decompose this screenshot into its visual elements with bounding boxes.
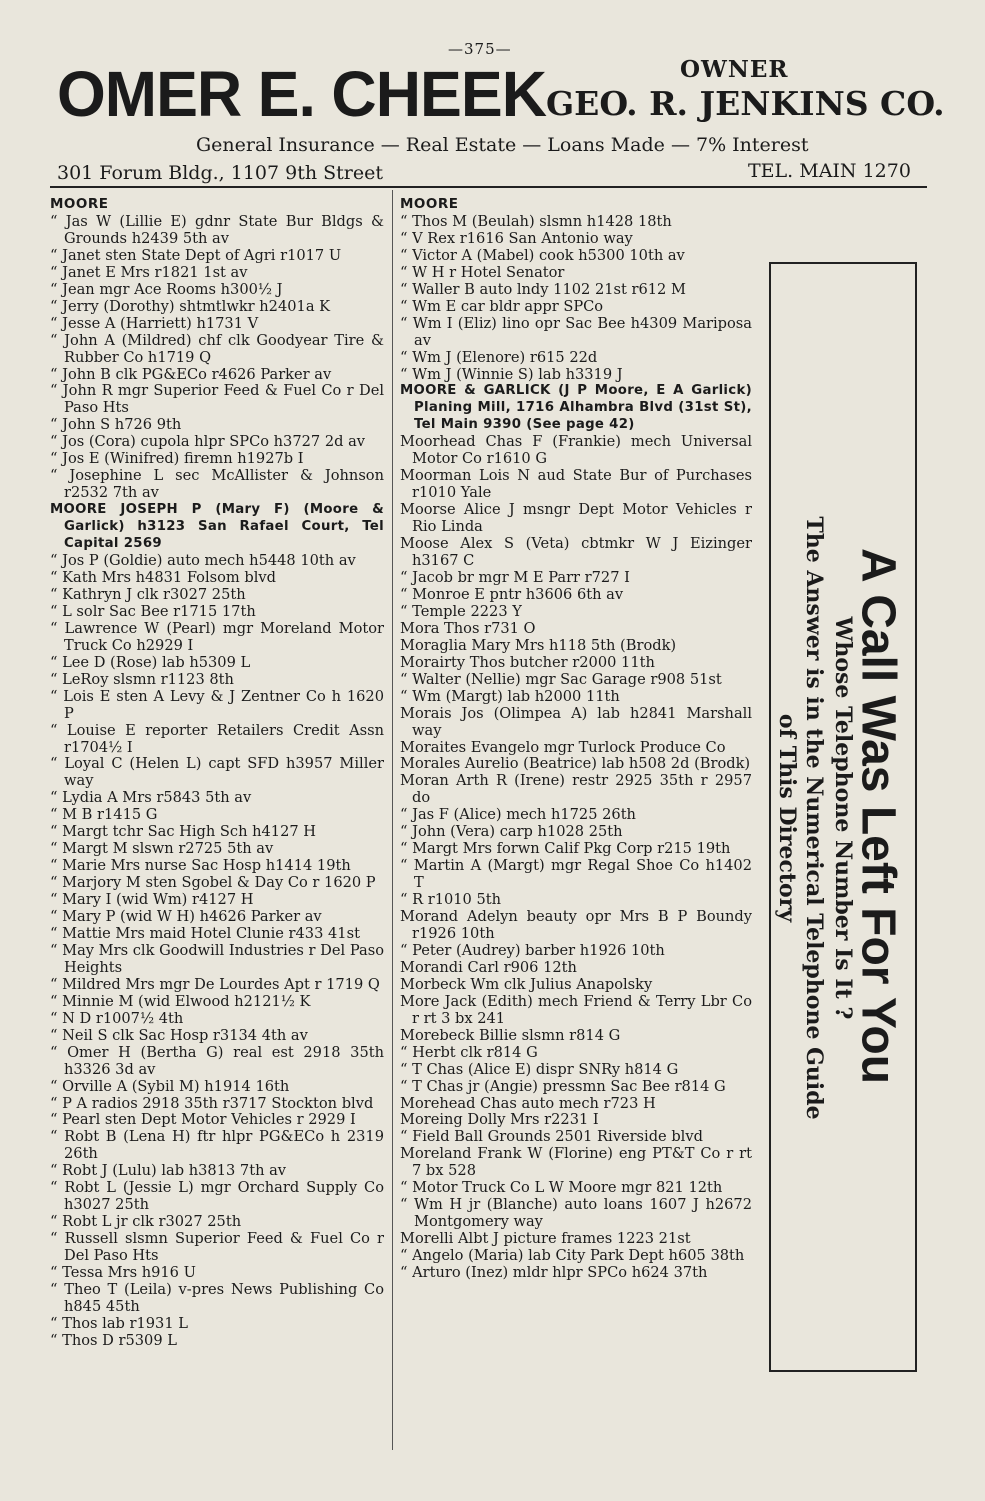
directory-entry: Morales Aurelio (Beatrice) lab h508 2d (Brodk) bbox=[400, 755, 751, 773]
directory-entry: “ Thos lab r1931 L bbox=[50, 1314, 188, 1332]
entry-list bbox=[50, 214, 384, 502]
entry-list bbox=[400, 434, 752, 1282]
directory-entry: “ Wm J (Elenore) r615 22d bbox=[400, 348, 598, 366]
directory-entry: “ Thos M (Beulah) slsmn h1428 18th bbox=[400, 212, 672, 230]
directory-entry: “ Arturo (Inez) mldr hlpr SPCo h624 37th bbox=[400, 1264, 708, 1282]
directory-entry: Morandi Carl r906 12th bbox=[400, 958, 577, 976]
directory-entry: Moraites Evangelo mgr Turlock Produce Co bbox=[400, 738, 726, 756]
directory-entry: Moreing Dolly Mrs r2231 I bbox=[400, 1111, 599, 1129]
directory-entry: Moorhead Chas F (Frankie) mech Universal Motor Co r1610 G bbox=[400, 433, 752, 468]
directory-entry: “ John B clk PG&ECo r4626 Parker av bbox=[50, 365, 332, 383]
directory-entry: “ Wm I (Eliz) lino opr Sac Bee h4309 Mariposa av bbox=[400, 314, 752, 349]
directory-entry: “ Jas W (Lillie E) gdnr State Bur Bldgs & Grounds h2439 5th av bbox=[50, 212, 384, 247]
directory-entry: Morebeck Billie slsmn r814 G bbox=[400, 1026, 621, 1044]
directory-entry: “ May Mrs clk Goodwill Industries r Del Paso Heights bbox=[50, 941, 384, 976]
directory-entry: “ Wm J (Winnie S) lab h3319 J bbox=[400, 365, 623, 383]
page-number: —375— bbox=[448, 40, 512, 58]
brand-name: OMER E. CHEEK bbox=[57, 58, 547, 130]
directory-entry: Morairty Thos butcher r2000 11th bbox=[400, 653, 655, 671]
directory-entry: “ Angelo (Maria) lab City Park Dept h605 38th bbox=[400, 1247, 745, 1265]
address: 301 Forum Bldg., 1107 9th Street bbox=[57, 162, 383, 184]
directory-entry: “ John R mgr Superior Feed & Fuel Co r Del Paso Hts bbox=[50, 382, 384, 417]
directory-entry: “ Neil S clk Sac Hosp r3134 4th av bbox=[50, 1026, 308, 1044]
directory-entry: Mora Thos r731 O bbox=[400, 619, 536, 637]
directory-entry: “ Herbt clk r814 G bbox=[400, 1043, 538, 1061]
directory-entry: “ Monroe E pntr h3606 6th av bbox=[400, 585, 624, 603]
directory-entry: Moorman Lois N aud State Bur of Purchases r1010 Yale bbox=[400, 467, 752, 502]
directory-entry: “ Wm (Margt) lab h2000 11th bbox=[400, 687, 620, 705]
directory-entry: “ Mattie Mrs maid Hotel Clunie r433 41st bbox=[50, 924, 360, 942]
directory-entry: “ Lydia A Mrs r5843 5th av bbox=[50, 789, 252, 807]
directory-entry: “ Theo T (Leila) v-pres News Publishing Co h845 45th bbox=[50, 1281, 384, 1315]
directory-entry: Moran Arth R (Irene) restr 2925 35th r 2957 do bbox=[400, 772, 752, 807]
directory-entry: “ Marie Mrs nurse Sac Hosp h1414 19th bbox=[50, 857, 351, 875]
directory-entry: “ Jos P (Goldie) auto mech h5448 10th av bbox=[50, 552, 356, 570]
ad-headline: A Call Was Left For You bbox=[851, 547, 905, 1085]
directory-entry: “ Lawrence W (Pearl) mgr Moreland Motor Truck Co h2929 I bbox=[50, 619, 384, 654]
directory-entry: More Jack (Edith) mech Friend & Terry Lbr Co r rt 3 bx 241 bbox=[400, 992, 752, 1027]
left-column bbox=[50, 196, 384, 1350]
directory-entry: “ Kath Mrs h4831 Folsom blvd bbox=[50, 568, 276, 586]
entry-list bbox=[50, 553, 384, 1350]
ad-line-3: of This Directory bbox=[774, 713, 800, 923]
directory-entry: “ Jean mgr Ace Rooms h300½ J bbox=[50, 280, 283, 298]
directory-entry: “ Robt B (Lena H) ftr hlpr PG&ECo h 2319 26th bbox=[50, 1128, 384, 1163]
directory-entry: Morand Adelyn beauty opr Mrs B P Boundy r1926 10th bbox=[400, 908, 752, 942]
directory-entry: Morehead Chas auto mech r723 H bbox=[400, 1094, 656, 1112]
directory-entry: “ Louise E reporter Retailers Credit Assn r1704½ I bbox=[50, 721, 384, 756]
directory-entry: “ Margt M slswn r2725 5th av bbox=[50, 840, 274, 858]
directory-entry: “ M B r1415 G bbox=[50, 806, 158, 824]
directory-entry: “ Janet sten State Dept of Agri r1017 U bbox=[50, 246, 342, 264]
column-heading: MOORE bbox=[400, 196, 459, 212]
directory-entry: Morelli Albt J picture frames 1223 21st bbox=[400, 1230, 691, 1248]
column-heading: MOORE bbox=[50, 196, 109, 212]
directory-entry: “ T Chas (Alice E) dispr SNRy h814 G bbox=[400, 1060, 679, 1078]
directory-entry: “ Waller B auto lndy 1102 21st r612 M bbox=[400, 280, 686, 298]
directory-entry: “ Marjory M sten Sgobel & Day Co r 1620 P bbox=[50, 874, 376, 892]
ad-line-2: The Answer is in the Numerical Telephone Guide bbox=[801, 516, 827, 1120]
directory-entry: “ Kathryn J clk r3027 25th bbox=[50, 585, 246, 603]
directory-entry: “ N D r1007½ 4th bbox=[50, 1009, 184, 1027]
directory-entry: “ Russell slsmn Superior Feed & Fuel Co r Del Paso Hts bbox=[50, 1230, 384, 1265]
ad-line-1: Whose Telephone Number Is It ? bbox=[830, 616, 856, 1020]
directory-entry: “ Loyal C (Helen L) capt SFD h3957 Miller way bbox=[50, 755, 384, 790]
directory-entry: “ T Chas jr (Angie) pressmn Sac Bee r814 G bbox=[400, 1077, 726, 1095]
directory-entry: “ Wm H jr (Blanche) auto loans 1607 J h2672 Montgomery way bbox=[400, 1196, 752, 1231]
directory-entry: “ Tessa Mrs h916 U bbox=[50, 1264, 196, 1282]
directory-entry: “ John A (Mildred) chf clk Goodyear Tire & Rubber Co h1719 Q bbox=[50, 331, 384, 366]
directory-entry: Moreland Frank W (Florine) eng PT&T Co r rt 7 bx 528 bbox=[400, 1145, 752, 1180]
directory-entry: “ Robt J (Lulu) lab h3813 7th av bbox=[50, 1162, 287, 1180]
directory-entry: “ Walter (Nellie) mgr Sac Garage r908 51st bbox=[400, 670, 722, 688]
header-rule bbox=[50, 186, 927, 188]
directory-entry: “ Mary I (wid Wm) r4127 H bbox=[50, 891, 254, 909]
directory-entry: “ Mildred Mrs mgr De Lourdes Apt r 1719 Q bbox=[50, 975, 380, 993]
directory-entry: “ Jos (Cora) cupola hlpr SPCo h3727 2d av bbox=[50, 433, 366, 451]
directory-entry: “ Jacob br mgr M E Parr r727 I bbox=[400, 568, 630, 586]
directory-entry: “ V Rex r1616 San Antonio way bbox=[400, 229, 633, 247]
directory-entry: “ John S h726 9th bbox=[50, 416, 182, 434]
directory-entry: “ Pearl sten Dept Motor Vehicles r 2929 I bbox=[50, 1111, 356, 1129]
directory-entry: “ Jas F (Alice) mech h1725 26th bbox=[400, 806, 636, 824]
directory-entry: “ Omer H (Bertha G) real est 2918 35th h3326 3d av bbox=[50, 1043, 384, 1078]
directory-entry: “ Thos D r5309 L bbox=[50, 1331, 177, 1349]
directory-entry: “ Janet E Mrs r1821 1st av bbox=[50, 263, 248, 281]
directory-entry: Moraglia Mary Mrs h118 5th (Brodk) bbox=[400, 636, 677, 654]
firm-entry: MOORE & GARLICK (J P Moore, E A Garlick) Planing Mill, 1716 Alhambra Blvd (31st St), Tel Main 9390 (See page 42) bbox=[400, 383, 752, 433]
directory-entry: “ Lois E sten A Levy & J Zentner Co h 1620 P bbox=[50, 687, 384, 722]
directory-entry: “ Minnie M (wid Elwood h2121½ K bbox=[50, 992, 311, 1010]
directory-entry: “ Lee D (Rose) lab h5309 L bbox=[50, 653, 251, 671]
directory-entry: “ LeRoy slsmn r1123 8th bbox=[50, 670, 234, 688]
directory-entry: “ R r1010 5th bbox=[400, 891, 502, 909]
directory-entry: “ Martin A (Margt) mgr Regal Shoe Co h1402 T bbox=[400, 857, 752, 892]
directory-entry: Morais Jos (Olimpea A) lab h2841 Marshall way bbox=[400, 704, 752, 739]
directory-entry: “ Robt L jr clk r3027 25th bbox=[50, 1213, 242, 1231]
directory-entry: “ Field Ball Grounds 2501 Riverside blvd bbox=[400, 1128, 703, 1146]
directory-entry: “ John (Vera) carp h1028 25th bbox=[400, 823, 623, 841]
tagline: General Insurance — Real Estate — Loans Made — 7% Interest bbox=[196, 134, 809, 156]
column-divider bbox=[392, 190, 393, 1450]
phone: TEL. MAIN 1270 bbox=[748, 160, 911, 182]
directory-entry: “ Wm E car bldr appr SPCo bbox=[400, 297, 604, 315]
directory-entry: “ Jos E (Winifred) firemn h1927b I bbox=[50, 450, 304, 468]
directory-entry: “ Motor Truck Co L W Moore mgr 821 12th bbox=[400, 1179, 723, 1197]
directory-entry: “ Jerry (Dorothy) shtmtlwkr h2401a K bbox=[50, 297, 331, 315]
entry-list bbox=[400, 214, 752, 384]
owner-company: GEO. R. JENKINS CO. bbox=[546, 84, 945, 123]
directory-entry: “ W H r Hotel Senator bbox=[400, 263, 565, 281]
directory-entry: “ Margt Mrs forwn Calif Pkg Corp r215 19th bbox=[400, 840, 731, 858]
directory-entry: Moorse Alice J msngr Dept Motor Vehicles r Rio Linda bbox=[400, 501, 752, 536]
directory-entry: “ Mary P (wid W H) h4626 Parker av bbox=[50, 908, 322, 926]
directory-entry: “ Peter (Audrey) barber h1926 10th bbox=[400, 941, 665, 959]
directory-entry: “ Orville A (Sybil M) h1914 16th bbox=[50, 1077, 290, 1095]
directory-entry: “ Jesse A (Harriett) h1731 V bbox=[50, 314, 259, 332]
firm-entry: MOORE JOSEPH P (Mary F) (Moore & Garlick) h3123 San Rafael Court, Tel Capital 2569 bbox=[50, 502, 384, 552]
directory-entry: Moose Alex S (Veta) cbtmkr W J Eizinger h3167 C bbox=[400, 535, 752, 570]
right-column bbox=[400, 196, 752, 1282]
directory-entry: “ Josephine L sec McAllister & Johnson r2532 7th av bbox=[50, 467, 384, 502]
directory-entry: “ L solr Sac Bee r1715 17th bbox=[50, 602, 256, 620]
owner-label: OWNER bbox=[680, 56, 789, 83]
directory-entry: “ Robt L (Jessie L) mgr Orchard Supply Co h3027 25th bbox=[50, 1179, 384, 1214]
directory-entry: “ Temple 2223 Y bbox=[400, 602, 522, 620]
directory-entry: Morbeck Wm clk Julius Anapolsky bbox=[400, 975, 653, 993]
directory-entry: “ P A radios 2918 35th r3717 Stockton blvd bbox=[50, 1094, 374, 1112]
directory-entry: “ Margt tchr Sac High Sch h4127 H bbox=[50, 823, 317, 841]
directory-entry: “ Victor A (Mabel) cook h5300 10th av bbox=[400, 246, 685, 264]
